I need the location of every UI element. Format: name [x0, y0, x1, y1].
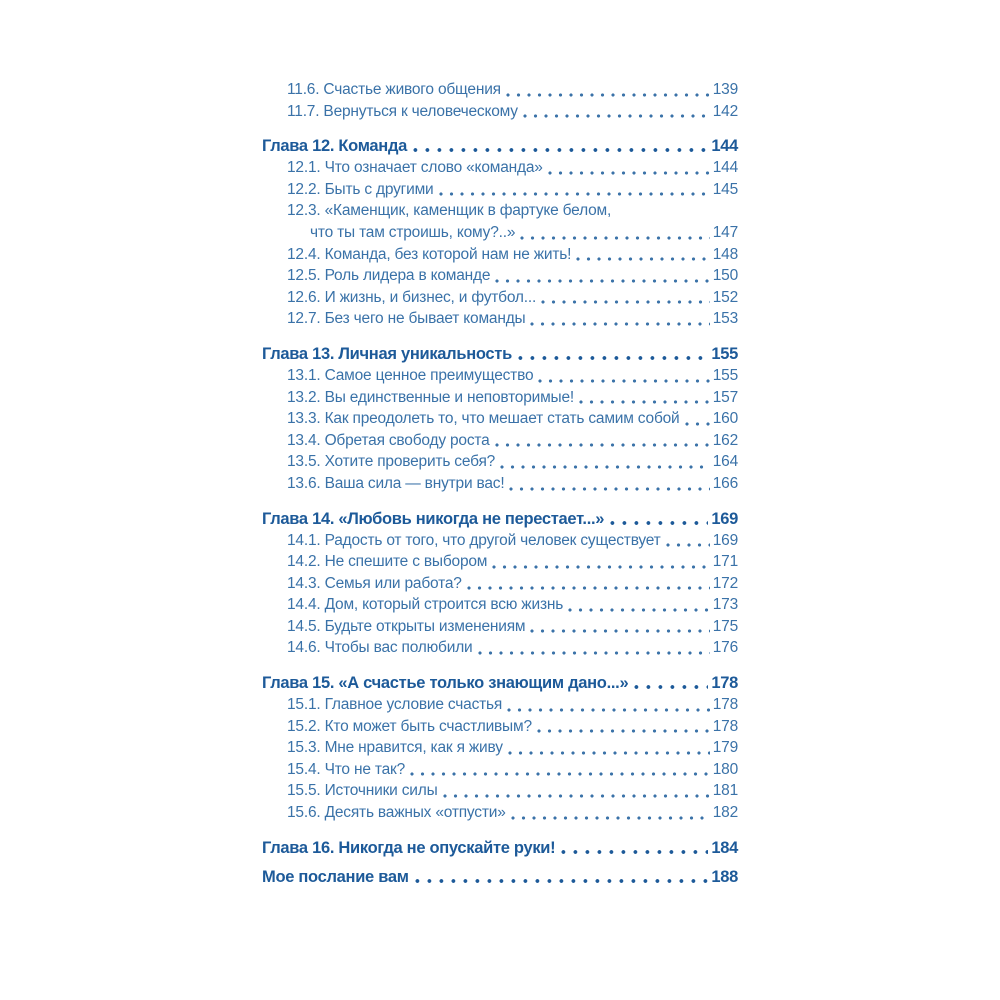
toc-entry — [262, 387, 738, 409]
dot-leader — [515, 222, 712, 244]
toc-entry — [262, 79, 738, 101]
toc-section — [262, 866, 738, 888]
toc-entry-page: 145 — [712, 180, 738, 198]
toc-entry-continuation-page: 147 — [712, 223, 738, 241]
dot-leader — [473, 637, 713, 659]
toc-chapter-heading — [262, 343, 738, 365]
toc-entry-page: 172 — [712, 574, 738, 592]
dot-leader — [604, 508, 711, 530]
toc-chapter-heading-label: Глава 16. Никогда не опускайте руки! — [262, 838, 556, 857]
toc-entry-page: 182 — [712, 804, 738, 822]
toc-entry-label: 14.1. Радость от того, что другой человек существует — [287, 531, 661, 549]
toc-entry-page: 171 — [712, 553, 738, 571]
toc-chapter-heading-label: Глава 15. «А счастье только знающим дано...» — [262, 674, 629, 693]
toc-entry-label: 15.5. Источники силы — [287, 782, 438, 800]
toc-entry-label: 14.3. Семья или работа? — [287, 574, 462, 592]
toc-chapter-heading-page: 169 — [711, 509, 738, 528]
toc-entry-label: 12.5. Роль лидера в команде — [287, 267, 491, 285]
toc-entry — [262, 287, 738, 309]
toc-entry-label: 15.2. Кто может быть счастливым? — [287, 717, 532, 735]
toc-chapter-heading-label: Мое послание вам — [262, 867, 409, 886]
toc-entry — [262, 244, 738, 266]
toc-entry-page: 148 — [712, 245, 738, 263]
toc-entry-page: 179 — [712, 739, 738, 757]
toc-entry-label: 15.6. Десять важных «отпусти» — [287, 804, 506, 822]
toc-entry-label: 11.6. Счастье живого общения — [287, 81, 501, 98]
toc-entry — [262, 694, 738, 716]
dot-leader — [434, 179, 713, 201]
toc-chapter-heading — [262, 135, 738, 157]
toc-entry — [262, 473, 738, 495]
table-of-contents — [262, 79, 738, 888]
toc-entry-label: 15.3. Мне нравится, как я живу — [287, 739, 503, 757]
dot-leader — [501, 79, 713, 101]
toc-section — [262, 672, 738, 824]
toc-entry-page: 153 — [712, 310, 738, 328]
toc-entry-label: 11.7. Вернуться к человеческому — [287, 102, 518, 120]
toc-entry-page: 152 — [712, 288, 738, 306]
dot-leader — [502, 694, 713, 716]
toc-chapter-heading-page: 184 — [711, 838, 738, 857]
toc-entry-label: 12.6. И жизнь, и бизнес, и футбол... — [287, 288, 537, 306]
dot-leader — [487, 551, 712, 573]
dot-leader — [405, 759, 713, 781]
toc-entry-continuation — [262, 222, 738, 244]
toc-entry-page: 164 — [712, 453, 738, 471]
toc-chapter-heading-label: Глава 12. Команда — [262, 137, 408, 156]
toc-entry-label: 14.2. Не спешите с выбором — [287, 553, 488, 571]
toc-entry-label: 12.1. Что означает слово «команда» — [287, 159, 543, 177]
toc-entry — [262, 157, 738, 179]
toc-entry-label: 13.2. Вы единственные и неповторимые! — [287, 388, 575, 406]
toc-entry-label: 12.3. «Каменщик, каменщик в фартуке белом, — [287, 202, 612, 220]
toc-chapter-heading — [262, 837, 738, 859]
dot-leader — [563, 594, 713, 616]
dot-leader — [518, 101, 713, 123]
dot-leader — [543, 157, 713, 179]
toc-entry-label: 12.7. Без чего не бывает команды — [287, 310, 526, 328]
toc-entry — [262, 759, 738, 781]
toc-entry-continuation-label: что ты там строишь, кому?..» — [310, 223, 516, 241]
toc-section — [262, 79, 738, 122]
toc-entry-label: 12.4. Команда, без которой нам не жить! — [287, 245, 572, 263]
toc-entry-page: 181 — [712, 782, 738, 800]
toc-entry — [262, 802, 738, 824]
toc-entry-page: 169 — [712, 531, 738, 549]
dot-leader — [490, 430, 713, 452]
toc-entry-label: 15.4. Что не так? — [287, 760, 405, 778]
toc-section — [262, 135, 738, 330]
dot-leader — [409, 866, 712, 888]
toc-entry — [262, 594, 738, 616]
toc-entry-page: 180 — [712, 760, 738, 778]
toc-entry-page: 142 — [712, 102, 738, 120]
toc-entry-label: 13.1. Самое ценное преимущество — [287, 366, 534, 384]
toc-chapter-heading — [262, 866, 738, 888]
toc-entry — [262, 308, 738, 330]
toc-chapter-heading-page: 155 — [711, 344, 738, 363]
toc-entry — [262, 430, 738, 452]
toc-entry-page: 175 — [712, 617, 738, 635]
toc-entry-page: 178 — [712, 717, 738, 735]
toc-chapter-heading-label: Глава 13. Личная уникальность — [262, 344, 512, 363]
toc-entry-page: 144 — [712, 159, 738, 177]
dot-leader — [495, 451, 713, 473]
toc-entry-page: 139 — [712, 81, 738, 98]
dot-leader — [512, 343, 711, 365]
dot-leader — [532, 716, 713, 738]
toc-entry-label: 15.1. Главное условие счастья — [287, 696, 503, 714]
toc-chapter-heading-page: 178 — [711, 674, 738, 693]
toc-entry-label: 13.4. Обретая свободу роста — [287, 431, 490, 449]
toc-entry — [262, 637, 738, 659]
toc-entry-page: 176 — [712, 639, 738, 657]
dot-leader — [525, 308, 712, 330]
dot-leader — [555, 837, 711, 859]
dot-leader — [661, 530, 713, 552]
toc-entry-page: 160 — [712, 410, 738, 428]
toc-entry — [262, 780, 738, 802]
dot-leader — [506, 802, 713, 824]
toc-entry-label: 14.5. Будьте открыты изменениям — [287, 617, 526, 635]
toc-entry — [262, 179, 738, 201]
dot-leader — [536, 287, 713, 309]
toc-entry — [262, 716, 738, 738]
toc-entry-page: 155 — [712, 366, 738, 384]
dot-leader — [525, 616, 712, 638]
toc-section — [262, 508, 738, 660]
toc-chapter-heading — [262, 508, 738, 530]
dot-leader — [503, 737, 713, 759]
toc-entry-label: 13.3. Как преодолеть то, что мешает стать самим собой — [287, 410, 680, 428]
toc-chapter-heading-page: 188 — [711, 867, 738, 886]
toc-entry-label: 12.2. Быть с другими — [287, 180, 434, 198]
dot-leader — [574, 387, 713, 409]
toc-entry — [262, 101, 738, 123]
toc-entry-label: 13.6. Ваша сила — внутри вас! — [287, 474, 505, 492]
toc-entry — [262, 616, 738, 638]
toc-entry — [262, 365, 738, 387]
dot-leader — [571, 244, 712, 266]
toc-entry — [262, 265, 738, 287]
toc-section — [262, 837, 738, 859]
toc-entry-page: 173 — [712, 596, 738, 614]
toc-entry — [262, 200, 738, 222]
toc-entry — [262, 451, 738, 473]
dot-leader — [628, 672, 711, 694]
dot-leader — [407, 135, 711, 157]
dot-leader — [533, 365, 712, 387]
toc-entry — [262, 551, 738, 573]
toc-entry-page: 150 — [712, 267, 738, 285]
toc-entry — [262, 573, 738, 595]
toc-entry-page: 178 — [712, 696, 738, 714]
dot-leader — [438, 780, 713, 802]
toc-entry — [262, 530, 738, 552]
toc-entry-label: 14.6. Чтобы вас полюбили — [287, 639, 473, 657]
toc-section — [262, 343, 738, 495]
dot-leader — [462, 573, 713, 595]
toc-chapter-heading — [262, 672, 738, 694]
dot-leader — [504, 473, 712, 495]
dot-leader — [490, 265, 712, 287]
toc-chapter-heading-label: Глава 14. «Любовь никогда не перестает...» — [262, 509, 605, 528]
toc-entry-label: 14.4. Дом, который строится всю жизнь — [287, 596, 564, 614]
dot-leader — [680, 408, 713, 430]
toc-entry — [262, 408, 738, 430]
toc-entry-page: 166 — [712, 474, 738, 492]
toc-chapter-heading-page: 144 — [711, 137, 738, 156]
toc-entry-page: 157 — [712, 388, 738, 406]
toc-entry-label: 13.5. Хотите проверить себя? — [287, 453, 496, 471]
toc-entry-page: 162 — [712, 431, 738, 449]
toc-entry — [262, 737, 738, 759]
